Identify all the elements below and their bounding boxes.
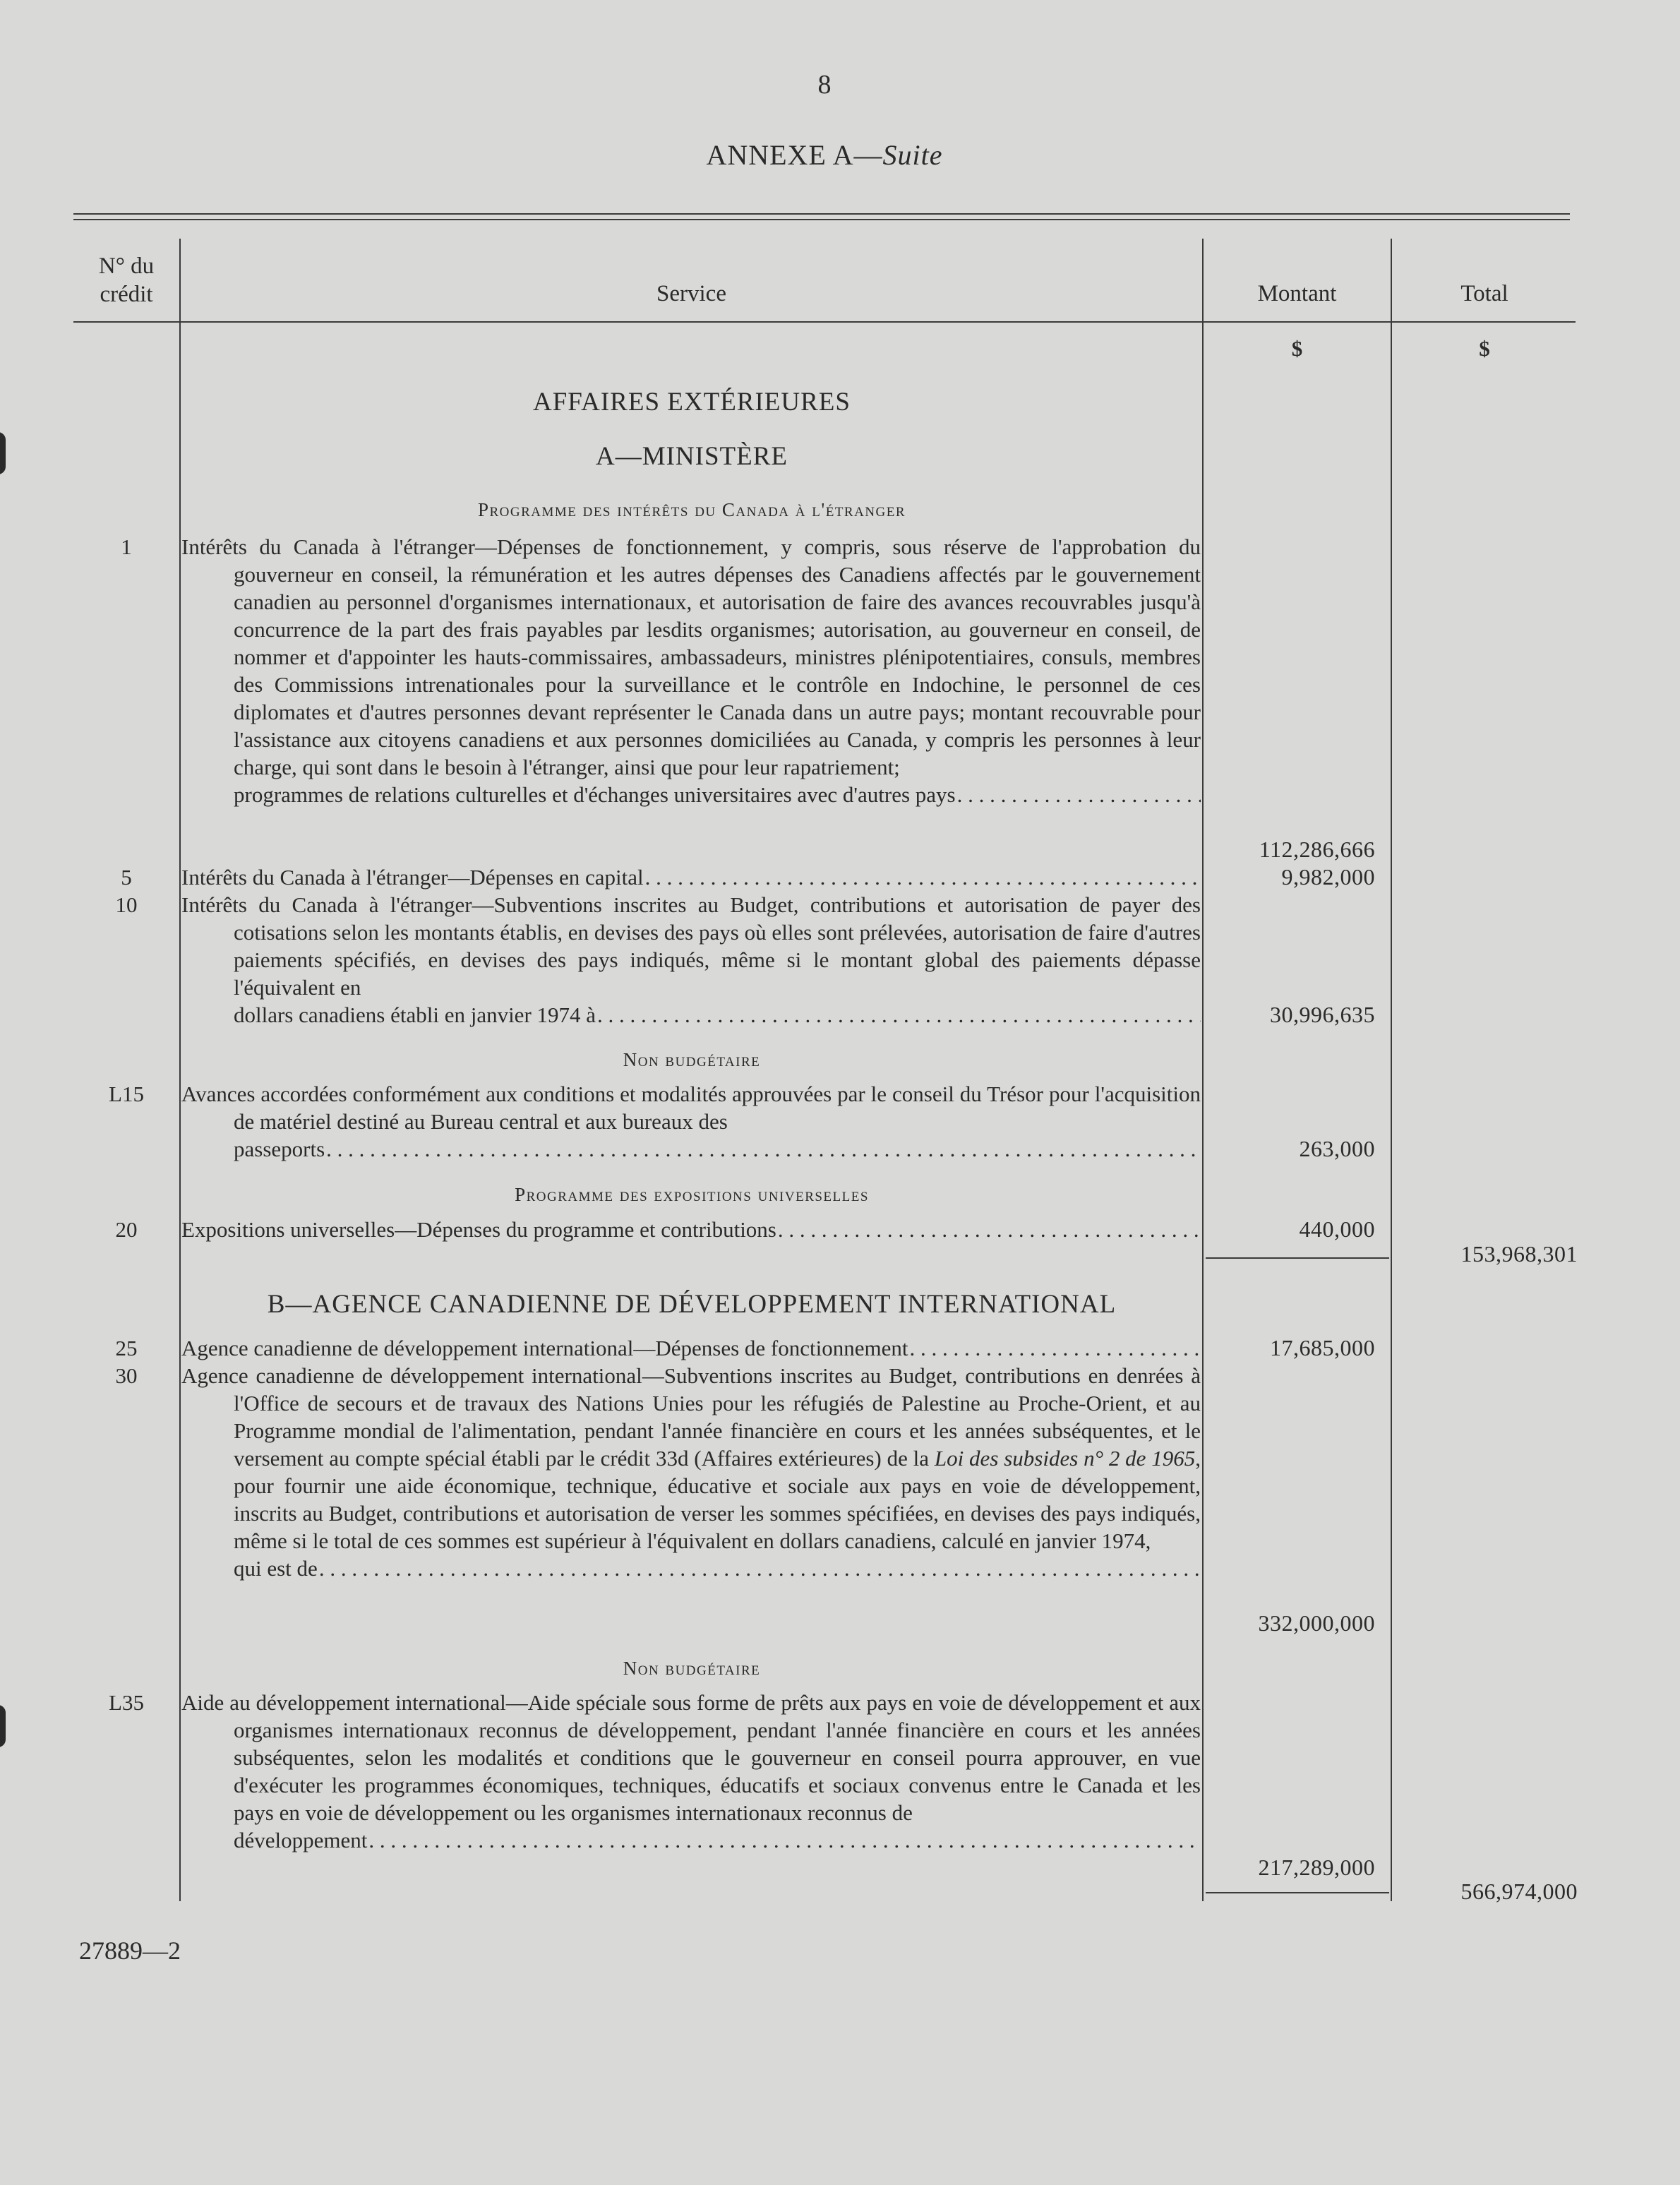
amount-30: 332,000,000 — [1258, 1610, 1375, 1636]
credit-number: 10 — [115, 892, 138, 917]
section-acdi: B—AGENCE CANADIENNE DE DÉVELOPPEMENT INTERNATIONAL — [267, 1290, 1117, 1319]
top-rule-2 — [73, 219, 1570, 220]
service-entry-10: Intérêts du Canada à l'étranger—Subventions inscrites au Budget, contributions et autorisation de payer des cotisations selon les montants établis, en devises des pays où elles sont prélevées, autorisation de faire d'autres paiements spécifiés, en devises des pays indiqués, même si le montant global des paiements dépasse l'équivalent en dollars canadiens établi en janvier 1974 à . . . — [181, 891, 1201, 1029]
footer-code: 27889—2 — [79, 1936, 181, 1965]
service-entry-25: Agence canadienne de développement international—Dépenses de fonctionnement . . . — [181, 1334, 1201, 1362]
service-entry-20: Expositions universelles—Dépenses du programme et contributions . . . — [181, 1216, 1201, 1243]
header-total: Total — [1460, 281, 1508, 306]
currency-total: $ — [1479, 336, 1490, 361]
binding-hole-bottom — [0, 1705, 6, 1747]
subtotal-rule-b — [1206, 1892, 1389, 1893]
credit-number: 25 — [115, 1336, 138, 1360]
service-entry-30: Agence canadienne de développement international—Subventions inscrites au Budget, contributions en denrées à l'Office de secours et de travaux des Nations Unies pour les réfugiés de Palestine au Proche-Orient, et au Programme mondial de l'alimentation, pendant l'année financière en cours et les années subséquentes, et le versement au compte spécial établi par le crédit 33d (Affaires extérieures) de la Loi des subsides n° 2 de 1965, pour fournir une aide économique, technique, éducative et sociale aux pays en voie de développement, inscrits au Budget, contributions et autorisation de verser les sommes spécifiées, en devises des pays indiqués, même si le total de ces sommes est supérieur à l'équivalent en dollars canadiens, calculé en janvier 1974, qui est de . . . — [181, 1362, 1201, 1582]
binding-hole-top — [0, 432, 6, 474]
subtotal-rule-a — [1206, 1257, 1389, 1259]
credit-number: L15 — [109, 1082, 144, 1106]
section-ministere: A—MINISTÈRE — [595, 442, 788, 471]
header-credit: N° du crédit — [98, 253, 155, 307]
service-entry-1: Intérêts du Canada à l'étranger—Dépenses de fonctionnement, y compris, sous réserve de l'approbation du gouverneur en conseil, la rémunération et les autres dépenses des Canadiens affectés par le gouvernement canadien au personnel d'organismes internationaux, et autorisation de faire des avances recouvrables jusqu'à concurrence de la part des frais payables par lesdits organismes; autorisation, au gouverneur en conseil, de nommer et d'appointer les hauts-commissaires, ambassadeurs, ministres plénipotentiaires, consuls, membres des Commissions intrenationales pour la surveillance et le contrôle en Indochine, le personnel de ces diplomates et d'autres personnes devant représenter le Canada dans un autre pays; montant recouvrable pour l'assistance aux citoyens canadiens et aux personnes domiciliées au Canada, y compris les personnes à leur charge, qui sont dans le besoin à l'étranger, ainsi que pour leur rapatriement; programmes de relations culturelles et d'échanges universitaires avec d'autres pays . . . — [181, 533, 1201, 808]
non-budgetaire-heading: Non budgétaire — [623, 1049, 761, 1070]
non-budgetaire-heading-2: Non budgétaire — [623, 1658, 761, 1679]
column-rule-3 — [1391, 239, 1392, 1901]
credit-number: 1 — [121, 534, 132, 559]
section-affaires-exterieures: AFFAIRES EXTÉRIEURES — [533, 388, 851, 417]
amount-20: 440,000 — [1299, 1216, 1375, 1242]
total-affaires-exterieures: 153,968,301 — [1460, 1241, 1578, 1267]
header-montant: Montant — [1257, 281, 1337, 306]
amount-25: 17,685,000 — [1270, 1335, 1375, 1360]
currency-montant: $ — [1291, 336, 1303, 361]
page-number: 8 — [817, 70, 832, 100]
annex-title-suffix: Suite — [882, 139, 943, 171]
service-entry-l35: Aide au développement international—Aide spéciale sous forme de prêts aux pays en voie de développement et aux organismes internationaux reconnus de développement, pendant l'année financière en cours et les années subséquentes, selon les modalités et conditions que le gouverneur en conseil pourra approuver, en vue d'exécuter les programmes économiques, techniques, éducatifs et sociaux convenus entre le Canada et les pays en voie de développement ou les organismes internationaux reconnus de développement . . . — [181, 1689, 1201, 1854]
credit-number: L35 — [109, 1690, 144, 1715]
amount-5: 9,982,000 — [1281, 864, 1375, 890]
service-entry-l15: Avances accordées conformément aux conditions et modalités approuvées par le conseil du Trésor pour l'acquisition de matériel destiné au Bureau central et aux bureaux des passeports . . . — [181, 1080, 1201, 1163]
credit-number: 30 — [115, 1363, 138, 1388]
top-rule — [73, 213, 1570, 215]
header-rule — [73, 321, 1576, 323]
program-interets-canada: Programme des intérêts du Canada à l'étranger — [477, 499, 906, 520]
amount-l15: 263,000 — [1299, 1136, 1375, 1161]
amount-l35: 217,289,000 — [1258, 1855, 1375, 1880]
service-entry-5: Intérêts du Canada à l'étranger—Dépenses en capital . . . — [181, 863, 1201, 891]
header-service: Service — [656, 281, 726, 306]
amount-1: 112,286,666 — [1259, 837, 1375, 862]
total-acdi: 566,974,000 — [1460, 1879, 1578, 1904]
program-expositions: Programme des expositions universelles — [515, 1184, 869, 1205]
amount-10: 30,996,635 — [1270, 1002, 1375, 1027]
credit-number: 5 — [121, 865, 132, 890]
annex-title: ANNEXE A—Suite — [706, 139, 943, 171]
credit-number: 20 — [115, 1217, 138, 1242]
